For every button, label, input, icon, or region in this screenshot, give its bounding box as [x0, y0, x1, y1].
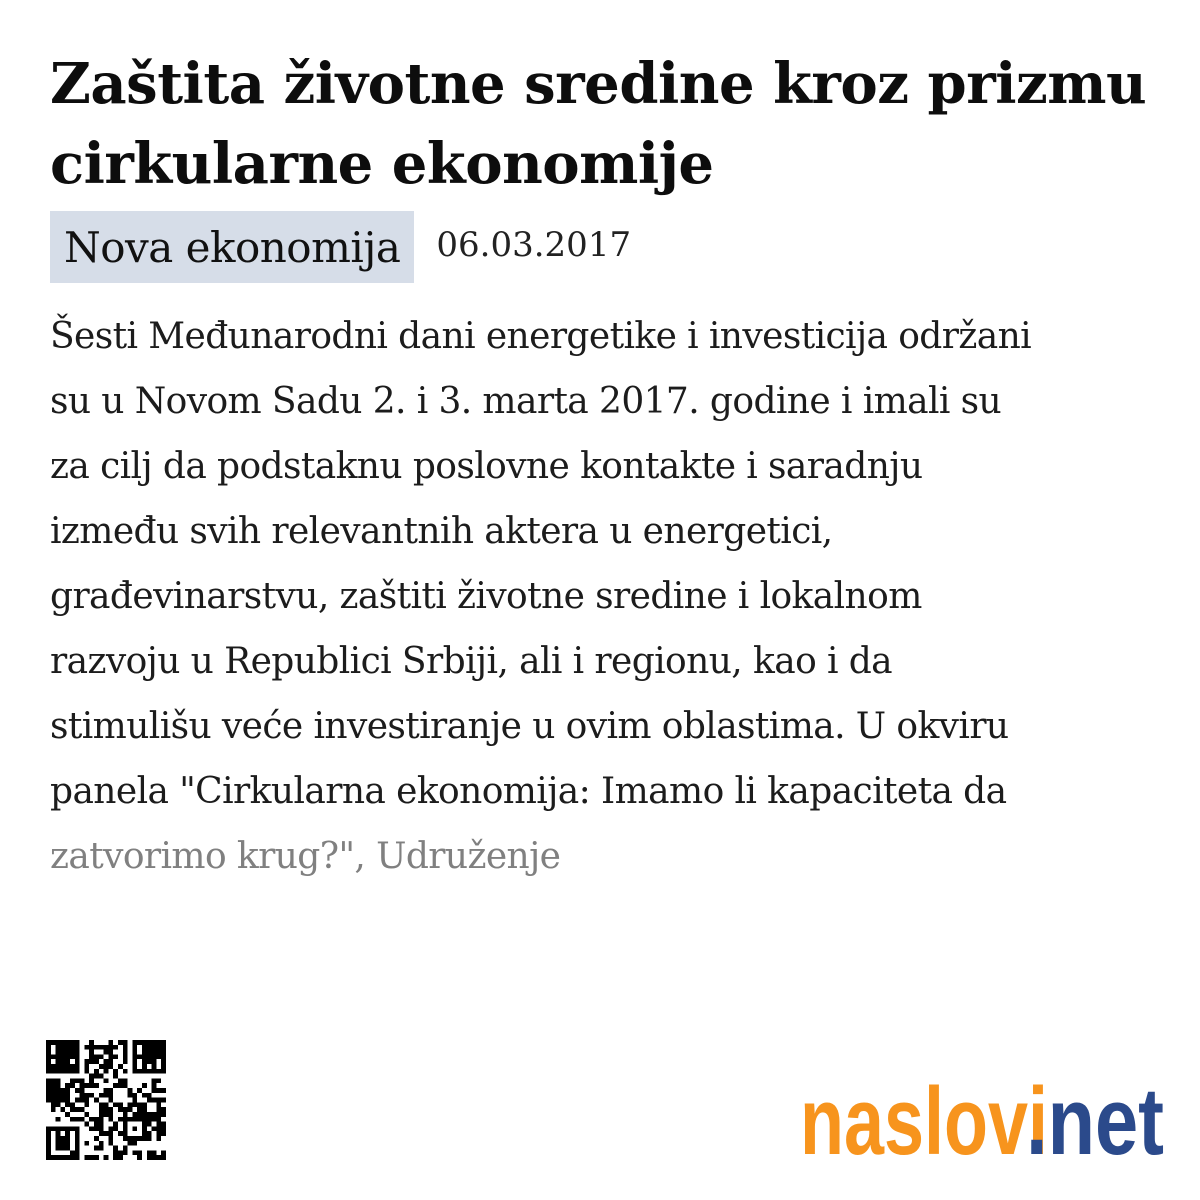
- article-meta: [50, 211, 631, 283]
- qr-code-icon[interactable]: [46, 1040, 166, 1160]
- article-body: [50, 304, 1170, 889]
- logo-text-naslovi: naslovi: [800, 1068, 1048, 1166]
- body-line: panela "Cirkularna ekonomija: Imamo li kapaciteta da: [50, 771, 1007, 812]
- body-line: za cilj da podstaknu poslovne kontakte i saradnju: [50, 446, 923, 487]
- body-line: su u Novom Sadu 2. i 3. marta 2017. godine i imali su: [50, 381, 1002, 422]
- publish-date: 06.03.2017: [436, 225, 632, 265]
- body-line-faded: zatvorimo krug?", Udruženje: [50, 836, 561, 877]
- site-logo[interactable]: [800, 1064, 1166, 1166]
- body-line: razvoju u Republici Srbiji, ali i regionu, kao i da: [50, 641, 893, 682]
- body-line: stimulišu veće investiranje u ovim oblastima. U okviru: [50, 706, 1009, 747]
- body-line: Šesti Međunarodni dani energetike i investicija održani: [50, 316, 1032, 357]
- article-title: Zaštita životne sredine kroz prizmu cirkularne ekonomije: [50, 51, 1147, 197]
- source-badge[interactable]: Nova ekonomija: [50, 211, 414, 283]
- body-line: između svih relevantnih aktera u energetici,: [50, 511, 833, 552]
- logo-text-net: .net: [1026, 1068, 1164, 1166]
- body-line: građevinarstvu, zaštiti životne sredine i lokalnom: [50, 576, 922, 617]
